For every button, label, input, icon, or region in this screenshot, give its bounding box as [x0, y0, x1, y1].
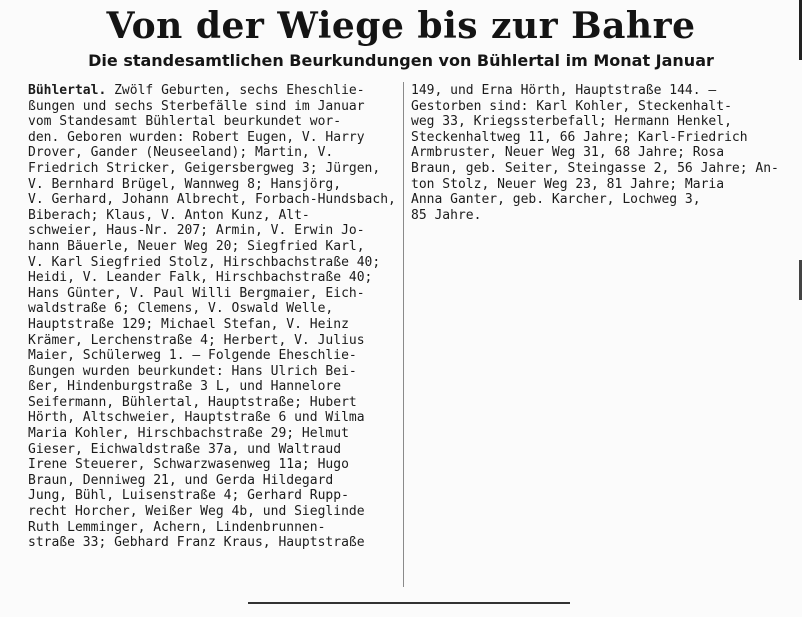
headline: Von der Wiege bis zur Bahre — [106, 5, 696, 47]
text-line: Krämer, Lerchenstraße 4; Herbert, V. Julius — [28, 332, 365, 348]
column-divider — [403, 82, 404, 587]
text-line: den. Geboren wurden: Robert Eugen, V. Harry — [28, 129, 365, 145]
text-line: Biberach; Klaus, V. Anton Kunz, Alt- — [28, 207, 310, 223]
text-line: Hörth, Altschweier, Hauptstraße 6 und Wilma — [28, 410, 365, 426]
article-column-right — [411, 83, 797, 223]
text-line: ßungen wurden beurkundet: Hans Ulrich Bei- — [28, 363, 357, 379]
text-line: straße 33; Gebhard Franz Kraus, Hauptstraße — [28, 535, 365, 551]
text-line: ßungen und sechs Sterbefälle sind im Januar — [28, 98, 365, 114]
text-line: Anna Ganter, geb. Karcher, Lochweg 3, — [411, 192, 701, 208]
text-line: V. Bernhard Brügel, Wannweg 8; Hansjörg, — [28, 176, 342, 192]
text-line: vom Standesamt Bühlertal beurkundet wor- — [28, 114, 342, 130]
text-line: Ruth Lemminger, Achern, Lindenbrunnen- — [28, 519, 326, 535]
text-line: Friedrich Stricker, Geigersbergweg 3; Jürgen, — [28, 160, 381, 176]
text-line: Armbruster, Neuer Weg 31, 68 Jahre; Rosa — [411, 145, 725, 161]
text-line: ton Stolz, Neuer Weg 23, 81 Jahre; Maria — [411, 176, 725, 192]
text-line: Maier, Schülerweg 1. — Folgende Eheschlie- — [28, 348, 357, 364]
text-line: ßer, Hindenburgstraße 3 L, und Hannelore — [28, 379, 342, 395]
text-line: Gestorben sind: Karl Kohler, Steckenhalt- — [411, 98, 732, 114]
text-line — [28, 83, 400, 99]
text-line-content: Zwölf Geburten, sechs Eheschlie- — [106, 83, 365, 98]
text-line: V. Gerhard, Johann Albrecht, Forbach-Hundsbach, — [28, 192, 396, 208]
text-line: recht Horcher, Weißer Weg 4b, und Sieglinde — [28, 504, 365, 520]
text-line: Jung, Bühl, Luisenstraße 4; Gerhard Rupp- — [28, 488, 349, 504]
text-line: Hauptstraße 129; Michael Stefan, V. Heinz — [28, 316, 349, 332]
text-line: V. Karl Siegfried Stolz, Hirschbachstraße 40; — [28, 254, 381, 270]
dateline-place: Bühlertal. — [28, 83, 107, 98]
text-line: Maria Kohler, Hirschbachstraße 29; Helmut — [28, 426, 349, 442]
text-line: Gieser, Eichwaldstraße 37a, und Waltraud — [28, 441, 342, 457]
text-line: 85 Jahre. — [411, 207, 482, 223]
text-line: hann Bäuerle, Neuer Weg 20; Siegfried Karl, — [28, 238, 365, 254]
text-line: Braun, geb. Seiter, Steingasse 2, 56 Jahre; An- — [411, 160, 779, 176]
text-line: Steckenhaltweg 11, 66 Jahre; Karl-Friedrich — [411, 129, 748, 145]
text-line: Seifermann, Bühlertal, Hauptstraße; Hubert — [28, 394, 357, 410]
article-column-left — [28, 83, 400, 551]
text-line: Braun, Denniweg 21, und Gerda Hildegard — [28, 472, 334, 488]
text-line: Irene Steuerer, Schwarzwasenweg 11a; Hugo — [28, 457, 349, 473]
subheadline: Die standesamtlichen Beurkundungen von Bühlertal im Monat Januar — [88, 51, 714, 70]
text-line: Heidi, V. Leander Falk, Hirschbachstraße 40; — [28, 270, 373, 286]
text-line: schweier, Haus-Nr. 207; Armin, V. Erwin Jo- — [28, 223, 365, 239]
text-line: Hans Günter, V. Paul Willi Bergmaier, Eich- — [28, 285, 365, 301]
text-line: weg 33, Kriegssterbefall; Hermann Henkel, — [411, 114, 732, 130]
text-line: Drover, Gander (Neuseeland); Martin, V. — [28, 145, 334, 161]
text-line: 149, und Erna Hörth, Hauptstraße 144. — — [411, 83, 717, 98]
text-line: waldstraße 6; Clemens, V. Oswald Welle, — [28, 301, 334, 317]
bottom-rule — [248, 602, 570, 604]
